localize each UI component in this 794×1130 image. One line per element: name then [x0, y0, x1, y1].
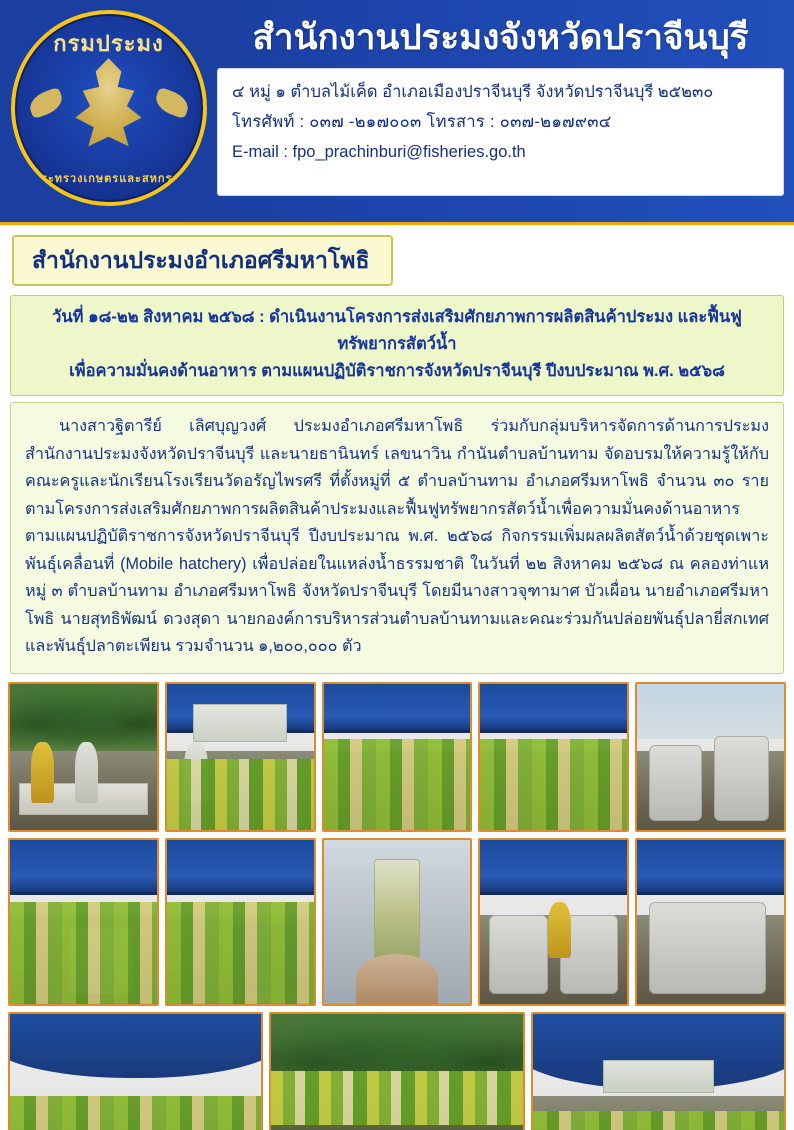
photo-fish-larvae-in-glass — [322, 838, 473, 1006]
address-line: ๔ หมู่ ๑ ตำบลไม้เค็ด อำเภอเมืองปราจีนบุรี จังหวัดปราจีนบุรี ๒๕๒๓๐ — [232, 83, 714, 101]
photo-hatchery-tank-closeup — [635, 838, 786, 1006]
photo-group-release-activity — [8, 1012, 263, 1130]
organization-title: สำนักงานประมงจังหวัดปราจีนบุรี — [252, 18, 749, 57]
photo-group-at-canal — [269, 1012, 524, 1130]
photo-row-3 — [8, 1012, 786, 1130]
department-of-fisheries-emblem-icon — [11, 10, 207, 206]
office-name-label: สำนักงานประมงอำเภอศรีมหาโพธิ — [32, 247, 370, 273]
emblem-center-figure — [63, 58, 155, 154]
fish-left-icon — [26, 87, 65, 119]
photo-row-1 — [8, 682, 786, 832]
photo-training-presentation — [165, 682, 316, 832]
photo-ceremony-under-blue-tent — [531, 1012, 786, 1130]
headline-line-1: วันที่ ๑๘-๒๒ สิงหาคม ๒๕๖๘ : ดำเนินงานโครงการส่งเสริมศักยภาพการผลิตสินค้าประมง และฟื้นฟูทรัพยากรสัตว์น้ำ — [52, 308, 742, 353]
contact-box — [217, 68, 784, 196]
photo-officials-at-table — [8, 682, 159, 832]
body-text-box — [10, 402, 784, 674]
emblem-top-text: กรมประมง — [53, 31, 164, 56]
fish-right-icon — [152, 87, 191, 119]
body-paragraph: นางสาวฐิตารีย์ เลิศบุญวงศ์ ประมงอำเภอศรีมหาโพธิ ร่วมกับกลุ่มบริหารจัดการด้านการประมง สำนักงานประมงจังหวัดปราจีนบุรี และนายธานินทร์ เลขนาวิน กำนันตำบลบ้านทาม จัดอบรมให้ความรู้ให้กับคณะครูและนักเรียนโรงเรียนวัดอรัญไพรศรี ที่ตั้งหมู่ที่ ๕ ตำบลบ้านทาม อำเภอศรีมหาโพธิ จำนวน ๓๐ ราย ตามโครงการส่งเสริมศักยภาพการผลิตสินค้าประมงและฟื้นฟูทรัพยากรสัตว์น้ำเพื่อความมั่นคงด้านอาหาร ตามแผนปฏิบัติราชการจังหวัดปราจีนบุรี ปีงบประมาณ พ.ศ. ๒๕๖๘ กิจกรรมเพิ่มผลผลิตสัตว์น้ำด้วยชุดเพาะพันธุ์เคลื่อนที่ (Mobile hatchery) เพื่อปล่อยในแหล่งน้ำธรรมชาติ ในวันที่ ๒๒ สิงหาคม ๒๕๖๘ ณ คลองท่าแห หมู่ ๓ ตำบลบ้านทาม อำเภอศรีมหาโพธิ จังหวัดปราจีนบุรี โดยมีนางสาวจุฑามาศ บัวเผื่อน นายอำเภอศรีมหาโพธิ นายสุทธิพัฒน์ ดวงสุดา นายกองค์การบริหารส่วนตำบลบ้านทามและคณะร่วมกันปล่อยพันธุ์ปลายี่สกเทศ และพันธุ์ปลาตะเพียน รวมจำนวน ๑,๒๐๐,๐๐๐ ตัว — [25, 417, 769, 655]
photo-hatchery-equipment — [478, 838, 629, 1006]
photo-mobile-hatchery-tanks — [635, 682, 786, 832]
photo-row-2 — [8, 838, 786, 1006]
photo-students-watching-demo — [8, 838, 159, 1006]
headline-box — [10, 295, 784, 396]
office-name-badge — [12, 235, 393, 286]
headline-line-2: เพื่อความมั่นคงด้านอาหาร ตามแผนปฏิบัติราชการจังหวัดปราจีนบุรี ปีงบประมาณ พ.ศ. ๒๕๖๘ — [69, 362, 725, 380]
logo-container — [6, 6, 211, 206]
photo-students-at-fish-tank — [165, 838, 316, 1006]
phone-line: โทรศัพท์ : ๐๓๗ -๒๑๗๐๐๓ โทรสาร : ๐๓๗-๒๑๗๙๓๔ — [232, 113, 612, 131]
photo-students-in-tent-2 — [478, 682, 629, 832]
email-line: E-mail : fpo_prachinburi@fisheries.go.th — [232, 143, 526, 161]
photo-gallery — [8, 682, 786, 1130]
photo-students-in-tent-1 — [322, 682, 473, 832]
document-header — [0, 0, 794, 225]
emblem-bottom-text: กระทรวงเกษตรและสหกรณ์ — [33, 173, 184, 185]
